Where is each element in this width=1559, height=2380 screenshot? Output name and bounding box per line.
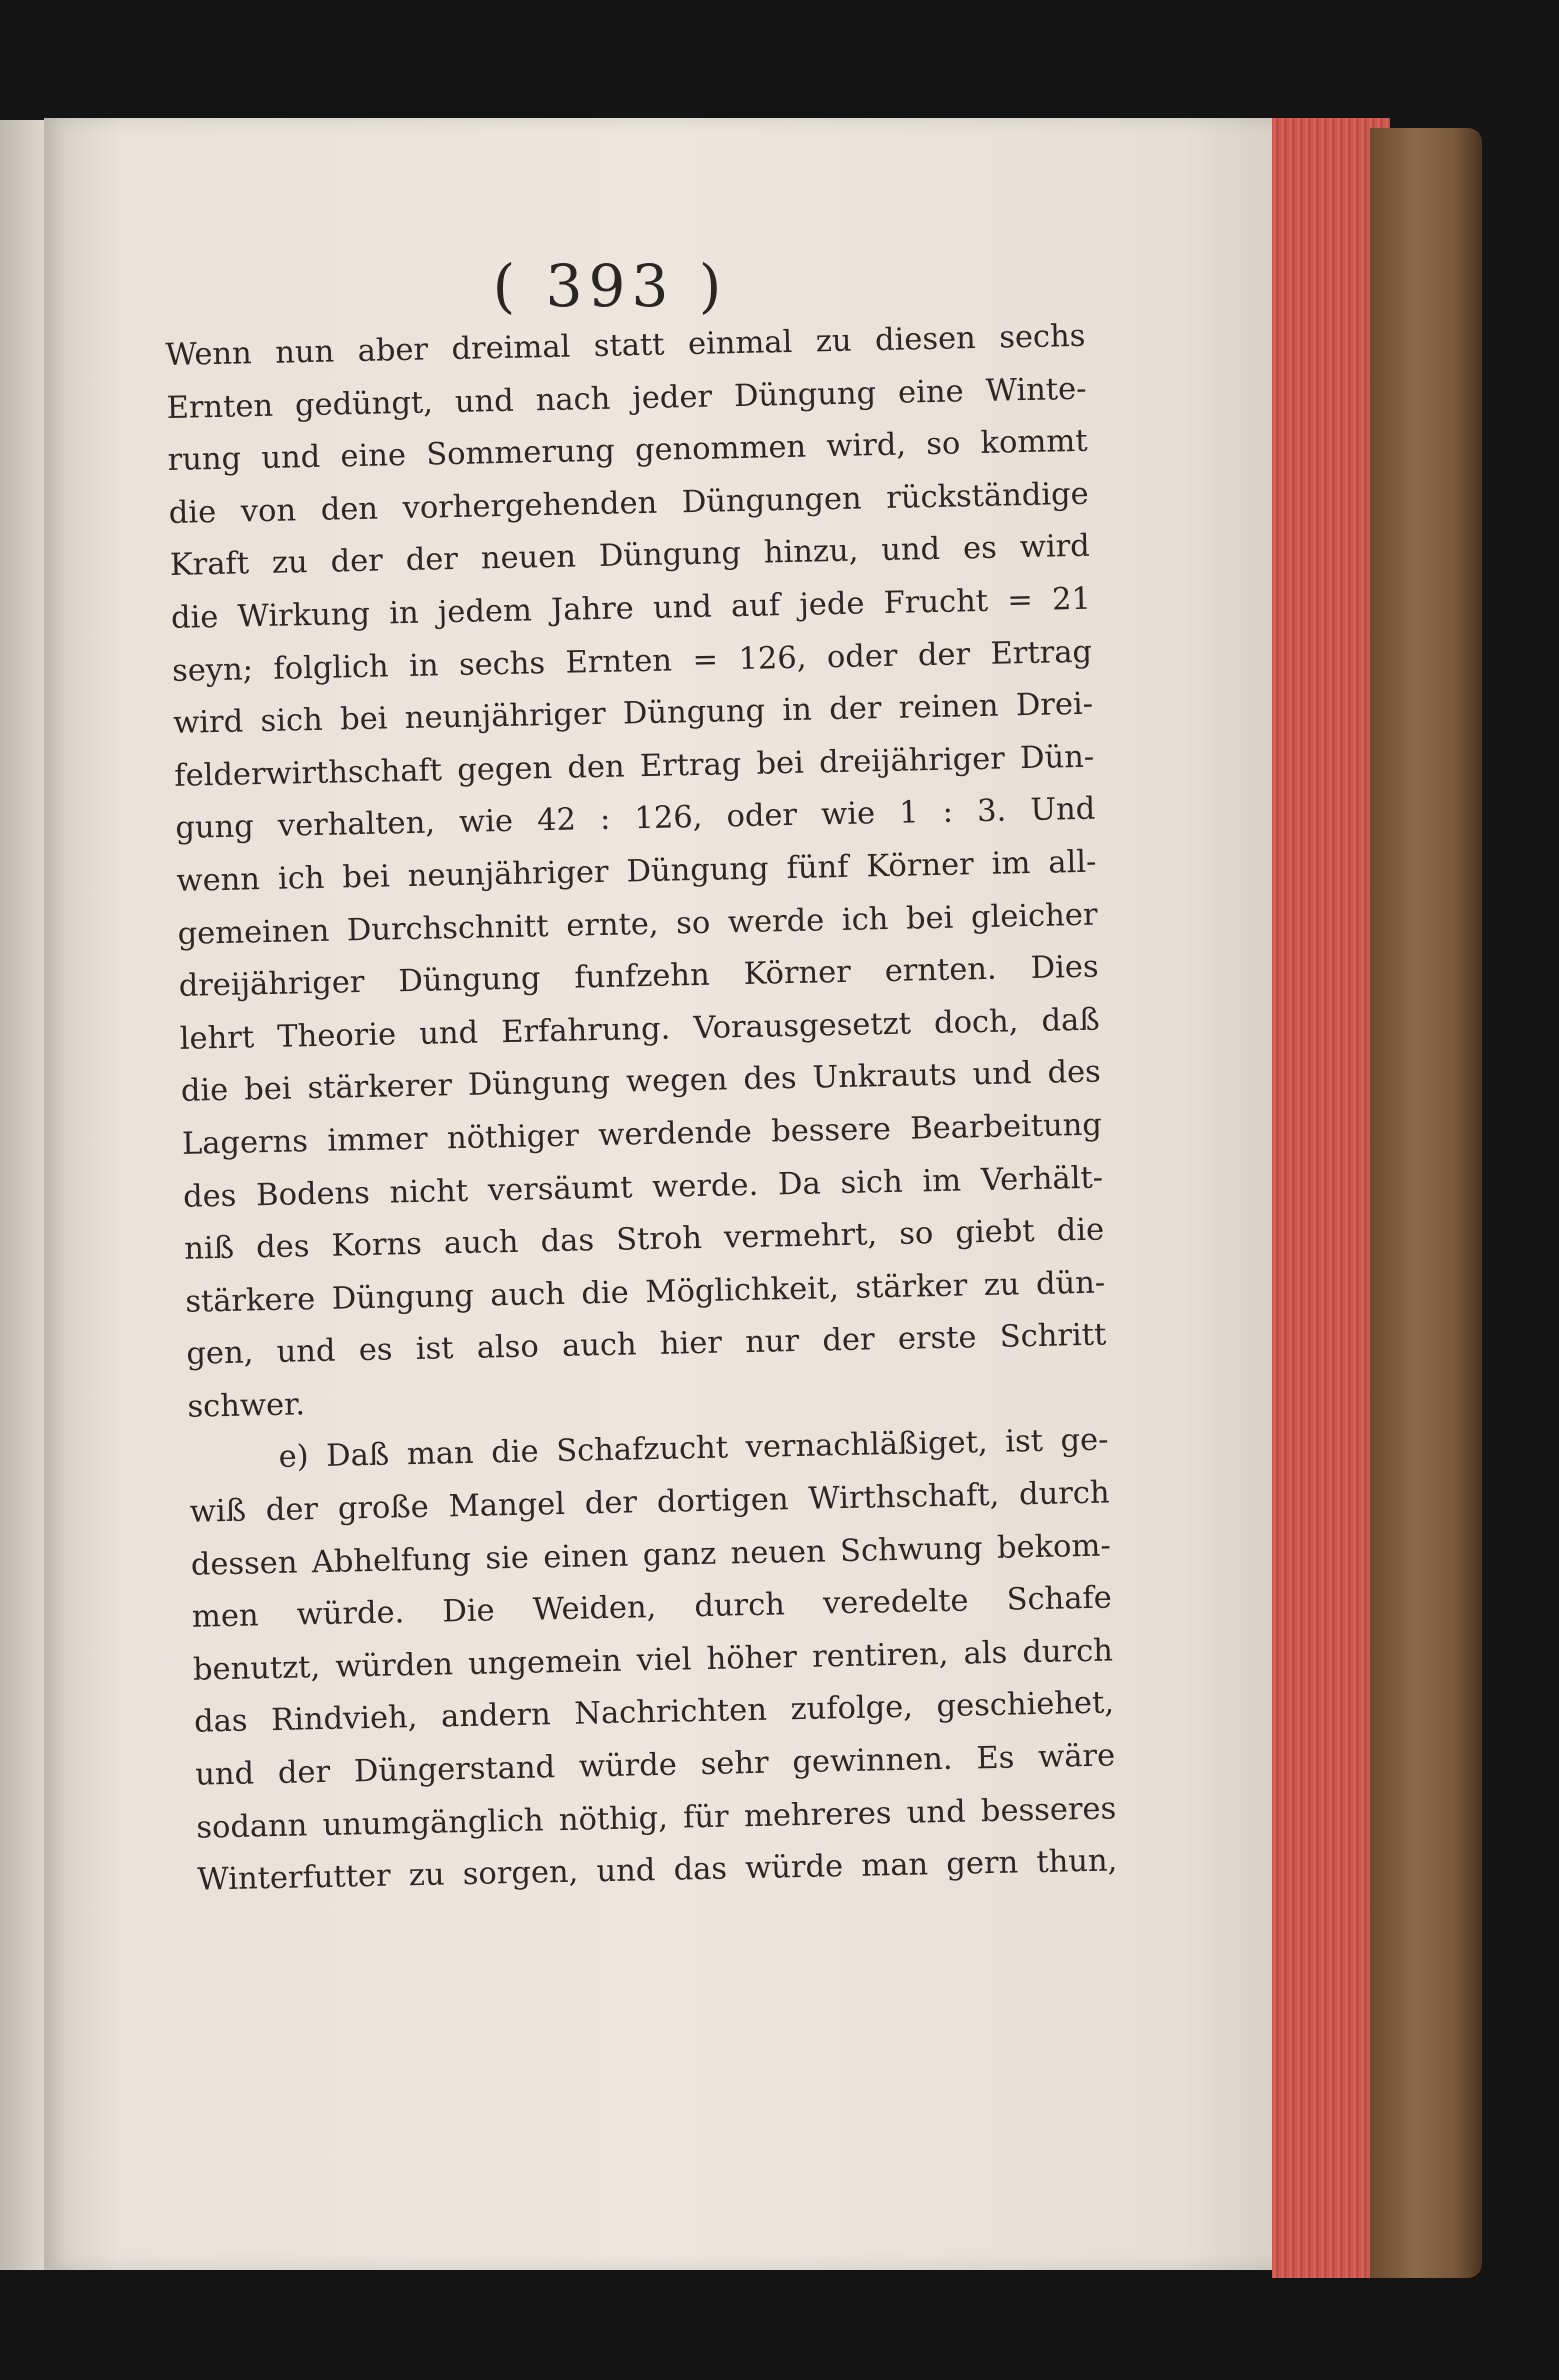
text-line: und der Düngerstand würde sehr gewinnen. Es wäre [194, 1738, 1116, 1793]
text-line: Kraft zu der der neuen Düngung hinzu, und es wird [169, 529, 1091, 584]
text-line: felderwirthschaft gegen den Ertrag bei dreijähriger Dün- [173, 739, 1095, 794]
text-line: e) Daß man die Schafzucht vernachläßiget, ist ge- [278, 1422, 1109, 1476]
text-line: stärkere Düngung auch die Möglichkeit, stärker zu dün- [184, 1265, 1106, 1320]
text-line: die Wirkung in jedem Jahre und auf jede Frucht = 21 [170, 581, 1092, 636]
text-line: schwer. [187, 1387, 306, 1425]
text-line: wird sich bei neunjähriger Düngung in der reinen Drei- [172, 686, 1094, 742]
text-line: seyn; folglich in sechs Ernten = 126, oder der Ertrag [171, 634, 1093, 689]
text-line: Wenn nun aber dreimal statt einmal zu diesen sechs [165, 318, 1086, 373]
text-line: lehrt Theorie und Erfahrung. Vorausgesetzt doch, daß [179, 1002, 1101, 1057]
text-line: gemeinen Durchschnitt ernte, so werde ich bei gleicher [177, 897, 1098, 952]
text-line: Winterfutter zu sorgen, und das würde man gern thun, [197, 1843, 1118, 1898]
text-line: Ernten gedüngt, und nach jeder Düngung eine Winte- [166, 371, 1087, 426]
text-line: gen, und es ist also auch hier nur der erste Schritt [186, 1317, 1107, 1373]
text-line: benutzt, würden ungemein viel höher rentiren, als durch [192, 1633, 1114, 1688]
text-line: sodann unumgänglich nöthig, für mehreres und besseres [196, 1791, 1117, 1846]
text-line: wiß der große Mangel der dortigen Wirthschaft, durch [189, 1475, 1110, 1530]
text-line: Lagerns immer nöthiger werdende bessere Bearbeitung [181, 1107, 1103, 1162]
text-line: dessen Abhelfung sie einen ganz neuen Schwung bekom- [190, 1528, 1112, 1583]
text-line: dreijähriger Düngung funfzehn Körner ernten. Dies [178, 949, 1099, 1004]
book-cover-edge [1370, 128, 1482, 2278]
text-line: wenn ich bei neunjähriger Düngung fünf Körner im all- [176, 844, 1097, 899]
text-line: die von den vorhergehenden Düngungen rückständige [168, 476, 1090, 531]
text-line: niß des Korns auch das Stroh vermehrt, so giebt die [183, 1212, 1105, 1267]
text-line: rung und eine Sommerung genommen wird, so kommt [167, 423, 1088, 479]
text-line: des Bodens nicht versäumt werde. Da sich im Verhält- [182, 1160, 1104, 1215]
text-line: men würde. Die Weiden, durch veredelte Schafe [191, 1580, 1113, 1635]
text-line: die bei stärkerer Düngung wegen des Unkrauts und des [180, 1054, 1102, 1110]
text-line: das Rindvieh, andern Nachrichten zufolge, geschiehet, [193, 1685, 1115, 1741]
body-text [165, 311, 1118, 1908]
text-line: gung verhalten, wie 42 : 126, oder wie 1 : 3. Und [175, 791, 1096, 847]
page-number-header: ( 393 ) [492, 252, 728, 320]
